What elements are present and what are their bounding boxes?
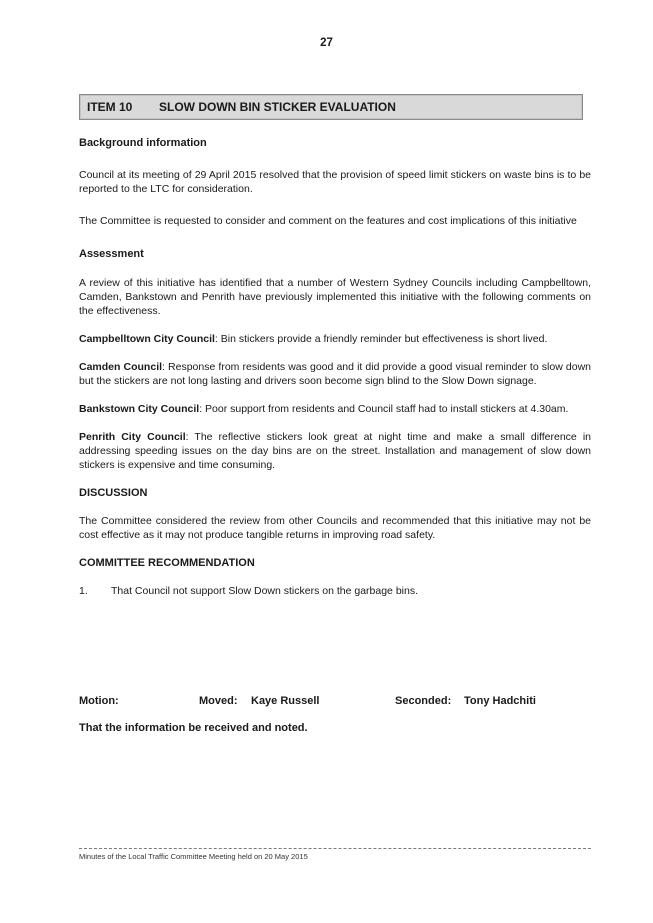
motion-row	[79, 695, 599, 711]
council-comment	[79, 430, 591, 472]
seconded-by: Tony Hadchiti	[464, 695, 536, 707]
background-heading: Background information	[79, 137, 207, 149]
footer-divider	[79, 848, 591, 849]
council-comment	[79, 402, 591, 416]
recommendation-number: 1.	[79, 585, 88, 597]
council-comment-text: : Response from residents was good and it did provide a good visual reminder to slow down but the stickers are not long lasting and drivers soon become sign blind to the Slow Down signage.	[79, 361, 591, 387]
moved-by: Kaye Russell	[251, 695, 320, 707]
council-comment-text: : Bin stickers provide a friendly reminder but effectiveness is short lived.	[214, 333, 548, 345]
assessment-intro: A review of this initiative has identified that a number of Western Sydney Councils including Campbelltown, Camden, Bankstown and Penrith have previously implemented this initiative with the following comments on the effectiveness.	[79, 277, 591, 317]
council-name: Penrith City Council	[79, 431, 186, 443]
background-paragraph: The Committee is requested to consider and comment on the features and cost implications of this initiative	[79, 215, 577, 227]
council-name: Camden Council	[79, 361, 163, 373]
discussion-text: The Committee considered the review from other Councils and recommended that this initiative may not be cost effective as it may not produce tangible returns in improving road safety.	[79, 515, 591, 541]
recommendation-text: That Council not support Slow Down stickers on the garbage bins.	[111, 585, 418, 597]
resolution-text: That the information be received and noted.	[79, 722, 308, 734]
council-comment-text: : Poor support from residents and Council staff had to install stickers at 4.30am.	[199, 403, 569, 415]
page-number: 27	[320, 37, 333, 49]
item-heading-box	[79, 94, 583, 120]
council-comment-text: : The reflective stickers look great at night time and make a small difference in addressing speeding issues on the day bins are on the street. Installation and management of slow down stickers is expensive and time consuming.	[79, 431, 592, 471]
seconded-label: Seconded:	[395, 695, 452, 707]
recommendation-heading: COMMITTEE RECOMMENDATION	[79, 557, 255, 569]
recommendation-item	[79, 584, 591, 598]
item-number: ITEM 10	[87, 100, 133, 114]
motion-label: Motion:	[79, 695, 119, 707]
item-title: SLOW DOWN BIN STICKER EVALUATION	[159, 100, 396, 114]
report-body	[79, 136, 591, 598]
assessment-heading: Assessment	[79, 248, 144, 260]
background-paragraph: Council at its meeting of 29 April 2015 resolved that the provision of speed limit stickers on waste bins is to be reported to the LTC for consideration.	[79, 169, 591, 195]
council-comment	[79, 332, 591, 346]
moved-label: Moved:	[199, 695, 238, 707]
council-name: Bankstown City Council	[79, 403, 200, 415]
footer-text: Minutes of the Local Traffic Committee Meeting held on 20 May 2015	[79, 852, 308, 861]
discussion-heading: DISCUSSION	[79, 487, 148, 499]
council-name: Campbelltown City Council	[79, 333, 215, 345]
council-comment	[79, 360, 591, 388]
